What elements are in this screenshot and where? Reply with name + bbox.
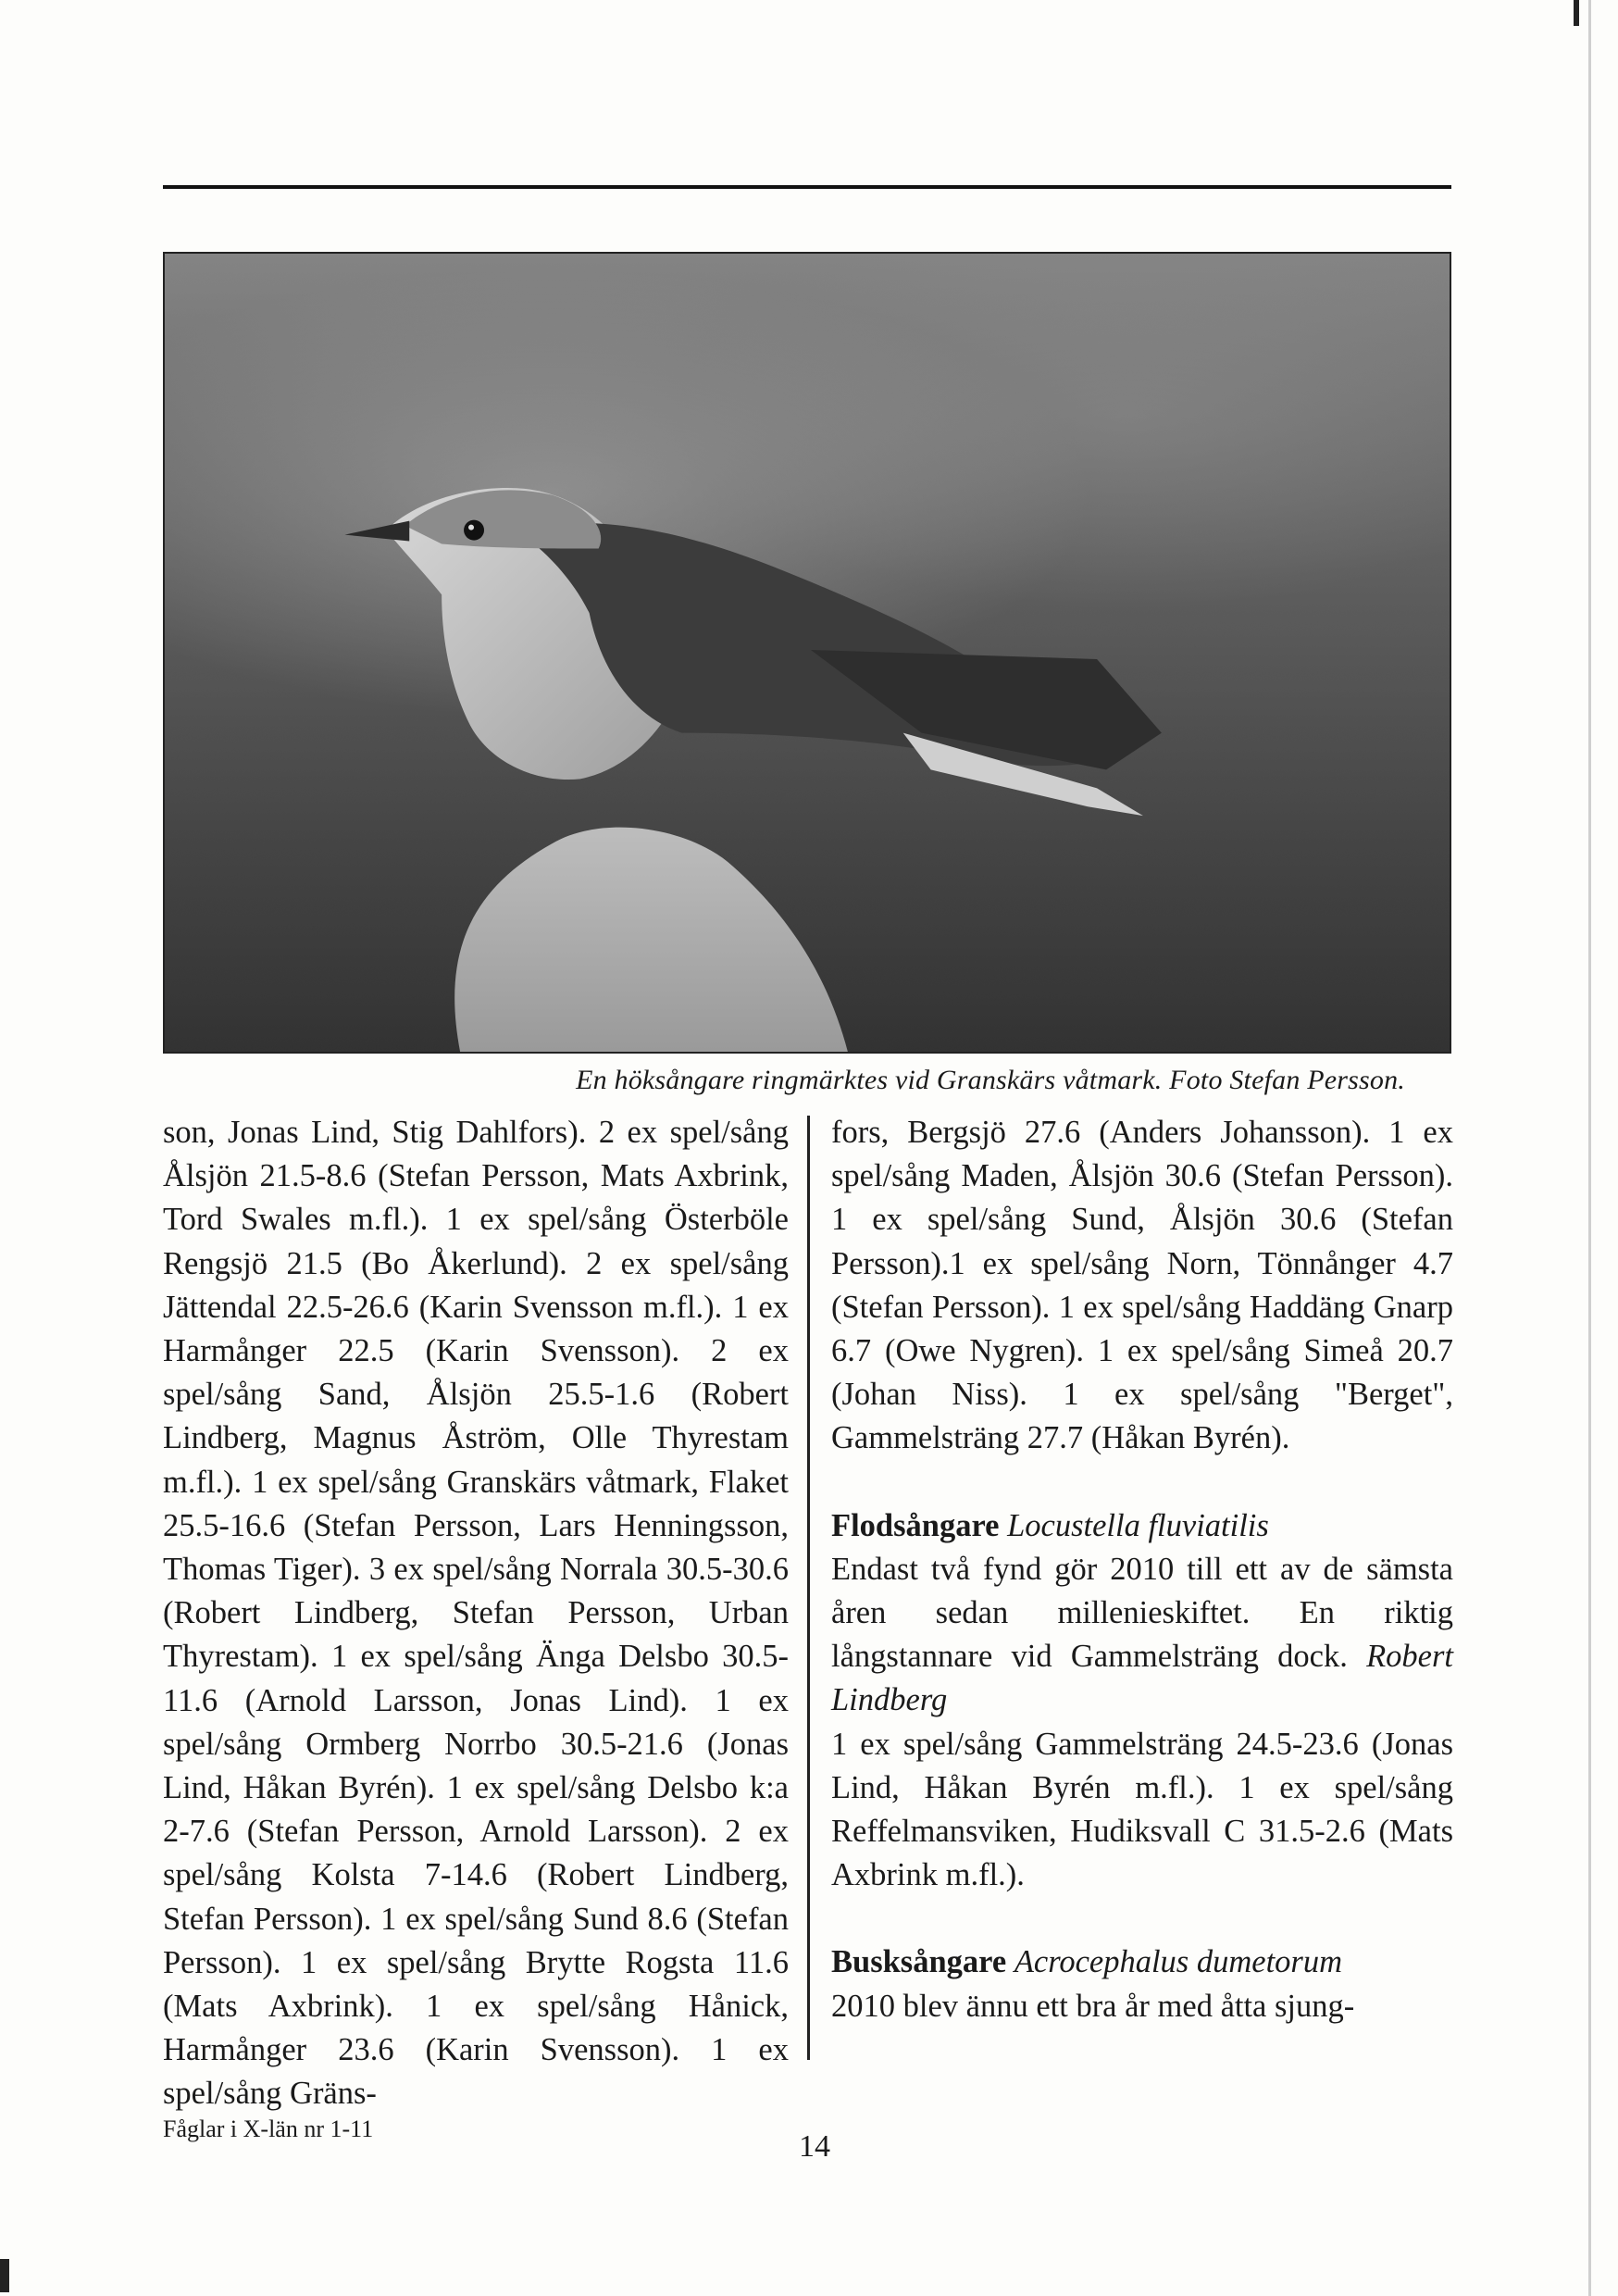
species-latin: Locustella fluviatilis (1007, 1507, 1269, 1543)
section-intro: 2010 blev ännu ett bra år med åtta sjung- (831, 1988, 1355, 2024)
right-column-text: fors, Bergsjö 27.6 (Anders Johansson). 1 ex spel/sång Maden, Ålsjön 30.6 (Stefan Persson). 1 ex spel/sång Sund, Ålsjön 30.6 (Stefan Persson).1 ex spel/sång Norn, Tönnånger 4.7 (Stefan Persson). 1 ex spel/sång Haddäng Gnarp 6.7 (Owe Nygren). 1 ex spel/sång Simeå 20.7 (Johan Niss). 1 ex spel/sång "Berget", Gammelsträng 27.7 (Håkan Byrén). (831, 1115, 1453, 1456)
species-name: Flodsångare (831, 1507, 1000, 1543)
section-heading (831, 1504, 1453, 1548)
section-intro (831, 1548, 1453, 1723)
scan-corner-mark (1574, 0, 1579, 26)
section-author: Robert Lindberg (831, 1639, 1453, 1718)
top-rule (163, 185, 1451, 189)
photo-caption: En höksångare ringmärktes vid Granskärs våtmark. Foto Stefan Persson. (576, 1065, 1405, 1095)
section-records: 1 ex spel/sång Gammelsträng 24.5-23.6 (Jonas Lind, Håkan Byrén m.fl.). 1 ex spel/sång Reffelmansviken, Hudiksvall C 31.5-2.6 (Mats Axbrink m.fl.). (831, 1726, 1453, 1893)
page-number: 14 (799, 2129, 830, 2164)
scan-edge-mark (0, 2259, 9, 2292)
bird-illustration (165, 254, 1450, 1052)
section-intro-text: Endast två fynd gör 2010 till ett av de sämsta åren sedan millenieskiftet. En riktig långstannare vid Gammelsträng dock. (831, 1551, 1453, 1675)
scan-edge-line (1588, 0, 1591, 2296)
publication-name: Fåglar i X-län nr 1-11 (163, 2115, 374, 2142)
section-busksangare (831, 1940, 1453, 2028)
bird-photo (163, 252, 1451, 1054)
section-heading (831, 1940, 1453, 1984)
right-column (831, 1111, 1453, 2028)
species-latin: Acrocephalus dumetorum (1014, 1944, 1343, 1980)
left-column (163, 1111, 789, 2116)
left-column-text: son, Jonas Lind, Stig Dahlfors). 2 ex spel/sång Ålsjön 21.5-8.6 (Stefan Persson, Mats Axbrink, Tord Swales m.fl.). 1 ex spel/sång Österböle Rengsjö 21.5 (Bo Åkerlund). 2 ex spel/sång Jättendal 22.5-26.6 (Karin Svensson m.fl.). 1 ex Harmånger 22.5 (Karin Svensson). 2 ex spel/sång Sand, Ålsjön 25.5-1.6 (Robert Lindberg, Magnus Åström, Olle Thyrestam m.fl.). 1 ex spel/sång Granskärs våtmark, Flaket 25.5-16.6 (Stefan Persson, Lars Henningsson, Thomas Tiger). 3 ex spel/sång Norrala 30.5-30.6 (Robert Lindberg, Stefan Persson, Urban Thyrestam). 1 ex spel/sång Änga Delsbo 30.5-11.6 (Arnold Larsson, Jonas Lind). 1 ex spel/sång Ormberg Norrbo 30.5-21.6 (Jonas Lind, Håkan Byrén). 1 ex spel/sång Delsbo k:a 2-7.6 (Stefan Persson, Arnold Larsson). 2 ex spel/sång Kolsta 7-14.6 (Robert Lindberg, Stefan Persson). 1 ex spel/sång Sund 8.6 (Stefan Persson). 1 ex spel/sång Brytte Rogsta 11.6 (Mats Axbrink). 1 ex spel/sång Hånick, Harmånger 23.6 (Karin Svensson). 1 ex spel/sång Gräns- (163, 1115, 789, 2112)
column-divider (807, 1116, 810, 2060)
species-name: Busksångare (831, 1944, 1007, 1980)
section-flodsangare (831, 1504, 1453, 1898)
